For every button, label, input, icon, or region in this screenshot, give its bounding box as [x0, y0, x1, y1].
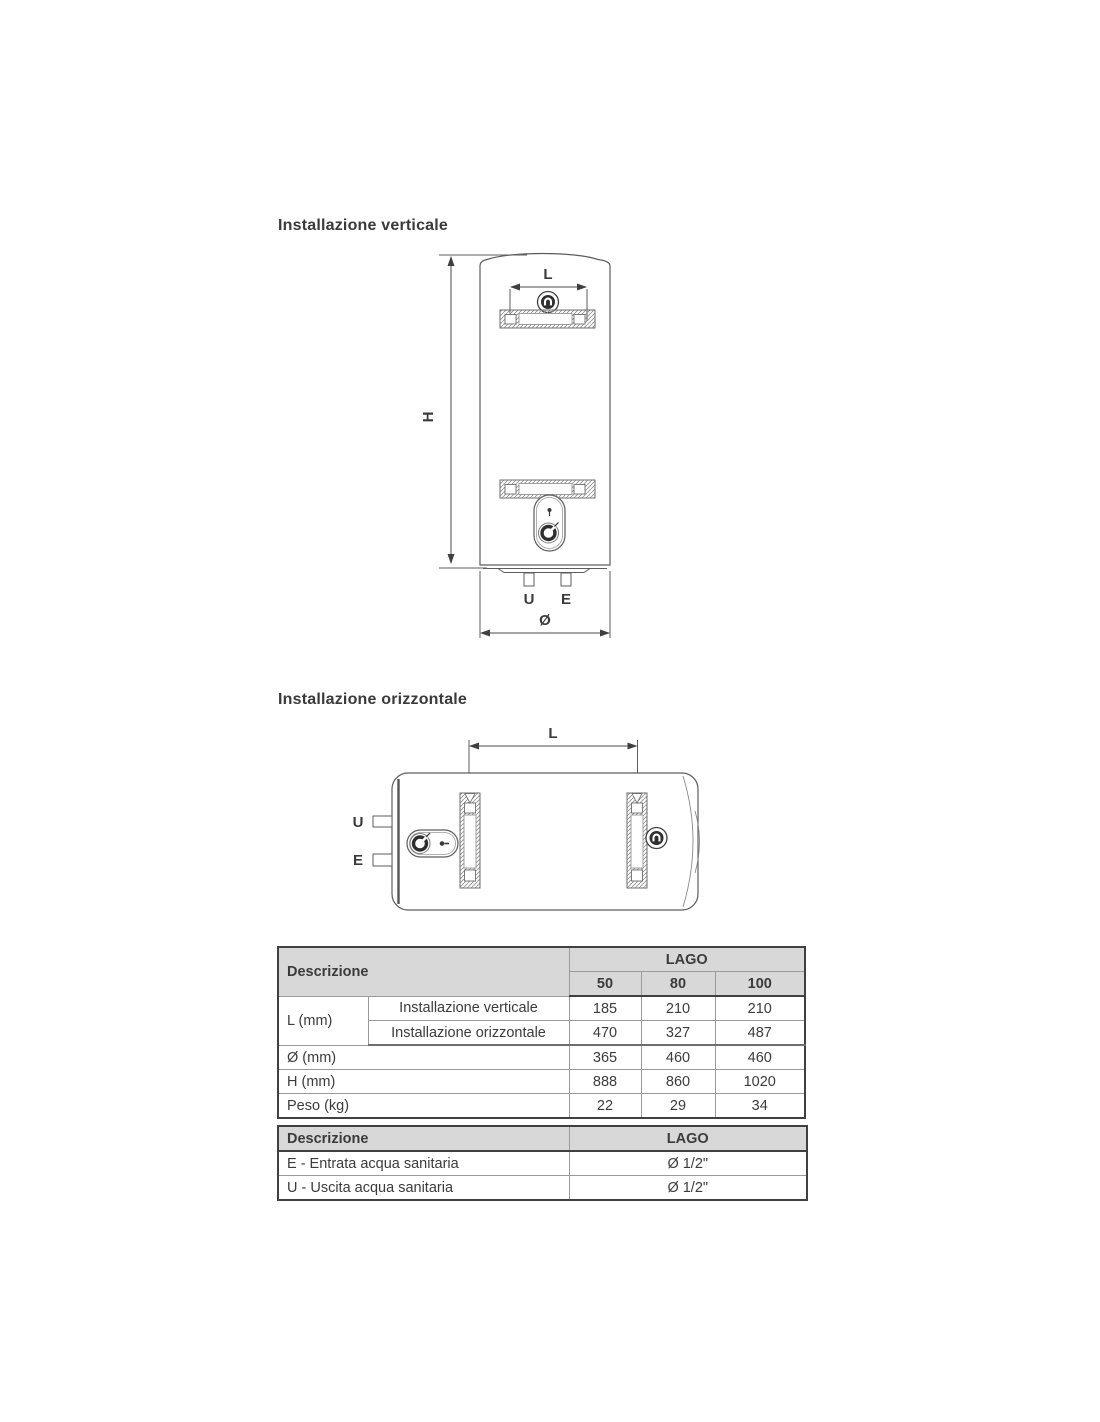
table-row	[278, 1151, 807, 1176]
table-cell: 860	[641, 1070, 715, 1094]
table-row	[278, 947, 805, 972]
descrizione-header: Descrizione	[278, 1126, 569, 1151]
table-row	[278, 1126, 807, 1151]
table-cell: 470	[569, 1021, 641, 1046]
dim-label-H: H	[420, 411, 437, 423]
table-cell: 1020	[715, 1070, 805, 1094]
table-cell: 487	[715, 1021, 805, 1046]
row-label: Ø (mm)	[278, 1045, 569, 1070]
row-label: Peso (kg)	[278, 1094, 569, 1119]
brand-logo-icon	[646, 828, 667, 849]
descrizione-header: Descrizione	[278, 947, 569, 996]
table-cell: 34	[715, 1094, 805, 1119]
vertical-installation-title: Installazione verticale	[278, 217, 449, 234]
table-row	[278, 1070, 805, 1094]
control-panel	[407, 830, 458, 857]
control-panel	[534, 495, 565, 551]
row-sublabel: Installazione verticale	[368, 996, 569, 1021]
water-pipes	[524, 573, 571, 608]
row-label: E - Entrata acqua sanitaria	[278, 1151, 569, 1176]
connections-table	[277, 1125, 808, 1201]
dim-label-L: L	[548, 725, 558, 742]
dimension-diameter	[480, 571, 610, 638]
dimensions-table	[277, 946, 806, 1119]
top-mounting-bracket	[500, 310, 595, 328]
table-row	[278, 1045, 805, 1070]
brand-logo-icon	[538, 292, 559, 313]
row-label: L (mm)	[278, 996, 368, 1045]
water-pipes	[353, 814, 392, 869]
pipe-label-U: U	[352, 814, 364, 831]
horizontal-installation-title: Installazione orizzontale	[278, 691, 468, 708]
left-mounting-bracket	[460, 793, 480, 888]
model-80-header: 80	[641, 972, 715, 997]
thermostat-knob-icon	[539, 523, 559, 544]
table-cell: 460	[715, 1045, 805, 1070]
horizontal-installation-diagram	[340, 715, 725, 925]
pipe-label-E: E	[560, 591, 572, 608]
dim-label-diameter: Ø	[539, 612, 551, 629]
table-cell: 365	[569, 1045, 641, 1070]
model-50-header: 50	[569, 972, 641, 997]
row-label: H (mm)	[278, 1070, 569, 1094]
brand-header: LAGO	[569, 1126, 807, 1151]
pipe-label-U: U	[523, 591, 535, 608]
vertical-installation-diagram	[415, 245, 670, 650]
table-row	[278, 996, 805, 1021]
brand-header: LAGO	[569, 947, 805, 972]
table-cell: 210	[641, 996, 715, 1021]
table-cell: 22	[569, 1094, 641, 1119]
table-row	[278, 1176, 807, 1201]
table-cell: Ø 1/2"	[569, 1151, 807, 1176]
table-cell: 327	[641, 1021, 715, 1046]
thermostat-knob-icon	[410, 833, 430, 854]
model-100-header: 100	[715, 972, 805, 997]
table-cell: Ø 1/2"	[569, 1176, 807, 1201]
table-cell: 185	[569, 996, 641, 1021]
table-cell: 460	[641, 1045, 715, 1070]
right-mounting-bracket	[627, 793, 647, 888]
pipe-label-E: E	[352, 852, 364, 869]
row-label: U - Uscita acqua sanitaria	[278, 1176, 569, 1201]
row-sublabel: Installazione orizzontale	[368, 1021, 569, 1046]
dim-label-L: L	[543, 266, 553, 283]
table-row	[278, 1094, 805, 1119]
table-cell: 29	[641, 1094, 715, 1119]
table-cell: 210	[715, 996, 805, 1021]
table-cell: 888	[569, 1070, 641, 1094]
